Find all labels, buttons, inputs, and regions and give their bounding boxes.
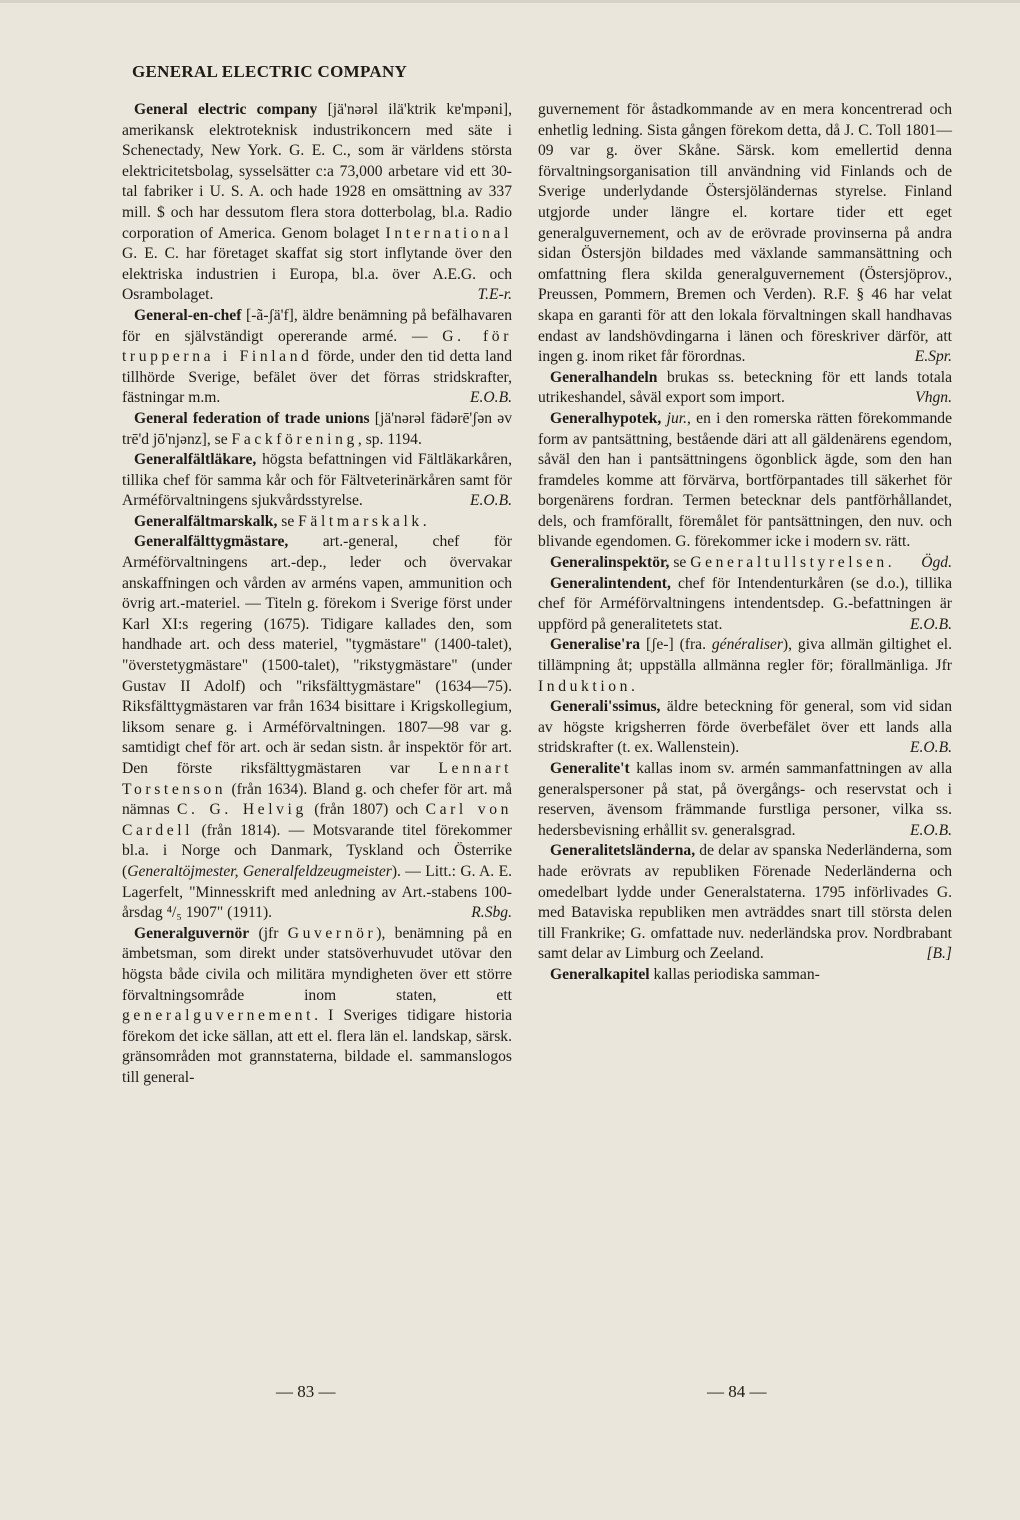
entry-text: guvernement för åstadkommande av en mera koncentrerad och enhetlig ledning. Sista gången förekom detta, då J. C. Toll 1801—09 var g. över Skåne. Särsk. kom emellertid denna förvaltningsorganisation till användning vid Finlands och de Sverige underlydande Östersjöländernas styrelse. Finland utgjorde under längre el. kortare tider ett eget generalguvernement, och av de erövrade provinserna på andra sidan Östersjön bildades med växlande sammansättning och omfattning flera skilda generalguvernement (Östersjöprov., Preussen, Pommern, Bremen och Verden). R.F. § 46 har velat skapa en garanti för att den lokala förvaltningen skall handhavas endast av landshövdingarna i länen och föreskriver därför, att ingen g. inom riket får förordnas.: [538, 101, 952, 366]
spaced-reference: Lennart Torstenson: [122, 760, 512, 798]
entry-headword: Generali'ssimus,: [550, 698, 661, 716]
dictionary-entry: [538, 697, 952, 759]
author-signature: R.Sbg.: [471, 904, 512, 922]
entry-headword: Generalfältläkare,: [134, 451, 257, 469]
page-top-edge: [0, 0, 1020, 3]
italic-text: Generaltöjmester, Generalfeldzeugmeister: [127, 862, 392, 880]
author-signature: E.O.B.: [909, 615, 952, 633]
dictionary-entry: [122, 409, 512, 450]
entry-text: .: [422, 512, 427, 530]
entry-headword: Generalite't: [550, 760, 630, 777]
entry-headword: General federation of trade unions: [134, 409, 370, 427]
entry-text: ), giva allmän giltighet el. tillämpning åt; uppställa allmänna regler för; förallmänliga. Jfr: [538, 636, 952, 675]
entry-text: de delar av spanska Nederländerna, som hade erövrats av republiken Förenade Nederländerna och omedelbart lydde under Generalstaterna. 1795 införlivades G. med Bataviska republiken men avträddes snart till största delen till Frankrike; G. omfattade nuv. nederländska prov. Nordbrabant samt delar av Limburg och Zeeland.: [538, 842, 952, 963]
entry-text: ), benämning på en ämbetsman, som direkt under statsöverhuvudet utövar den högsta både civila och militära myndigheten över ett större förvaltningsområde inom staten, ett: [122, 924, 512, 1004]
dictionary-entry: [122, 306, 512, 409]
entry-headword: Generalhypotek,: [550, 409, 662, 427]
entry-text: (från 1807) och: [306, 801, 426, 819]
spaced-reference: C. G. Helvig: [177, 801, 307, 819]
entry-text: [jä'nərəl ilä'ktrik kɐ'mpəni], amerikansk elektroteknisk industrikoncern med säte i Schenectady, New York. G. E. C., som är världens största elektricitetsbolag, sysselsätter c:a 73,000 arbetare vid ett 30-tal fabriker i U. S. A. och hade 1928 en omsättning av 337 mill. $ och har dessutom flera stora dotterbolag, bl.a. Radio corporation of America. Genom bolaget: [122, 101, 512, 242]
spaced-reference: Induktion: [538, 677, 632, 695]
entry-headword: Generalkapitel: [550, 965, 650, 983]
author-signature: Vhgn.: [915, 389, 952, 407]
entry-headword: Generalinspektör,: [550, 554, 670, 572]
dictionary-entry: [538, 553, 952, 574]
entry-text: . I Sveriges tidigare historia förekom det icke sällan, att ett el. flera län el. landskap, särsk. gränsområden mot grannstaterna, bildade el. sammanslogos till general-: [122, 1007, 512, 1086]
entry-text: .: [631, 677, 635, 695]
entry-text: .: [887, 554, 892, 572]
entry-text: se: [669, 554, 691, 572]
entry-headword: Generalhandeln: [550, 368, 658, 386]
author-signature: E.O.B.: [909, 739, 952, 757]
author-signature: [B.]: [926, 945, 952, 963]
dictionary-entry: [538, 574, 952, 636]
dictionary-entry: [122, 512, 512, 533]
dictionary-entry: [538, 635, 952, 697]
spaced-reference: Carl von Cardell: [122, 801, 512, 839]
spaced-reference: Fackförening: [231, 430, 358, 448]
left-column: [122, 100, 512, 1089]
entry-text: [-ã-ʃä'f], äldre benämning på befälhavaren för en självständigt opererande armé. —: [122, 306, 512, 345]
page-number-left: — 83 —: [276, 1382, 336, 1401]
entry-text: (från 1634). Bland g. och chefer för art. må nämnas: [122, 780, 512, 819]
entry-text: brukas ss. beteckning för ett lands totala utrikeshandel, såväl export som import.: [538, 368, 952, 407]
dictionary-entry: [538, 759, 952, 841]
dictionary-entry: [538, 841, 952, 965]
entry-headword: Generalfältmarskalk,: [134, 512, 278, 530]
entry-text: , sp. 1194.: [357, 430, 422, 448]
entry-text: (från 1814). — Motsvarande titel förekommer bl.a. i Norge och Danmark, Tyskland och Österrike (: [122, 821, 512, 880]
entry-headword: Generalfälttygmästare,: [134, 533, 289, 551]
italic-text: généraliser: [711, 636, 783, 654]
entry-text: högsta befattningen vid Fältläkarkåren, tillika chef för samma kår och för Fältveterinärkåren samt för Arméförvaltningens sjukvårdsstyrelse.: [122, 451, 512, 510]
author-signature: E.O.B.: [469, 389, 512, 407]
entry-headword: General-en-chef: [134, 306, 242, 324]
spaced-reference: Generaltullstyrelsen: [690, 554, 888, 572]
page-number-right: — 84 —: [707, 1382, 767, 1401]
dictionary-entry: [538, 368, 952, 409]
dictionary-entry: [122, 924, 512, 1089]
entry-text: kallas inom sv. armén sammanfattningen av alla generalspersoner på stat, på övergångs- och reservstat och i reserven, ävensom främmande furstliga personer, vilka ss. hedersbevisning erhållit sv. generalsgrad.: [538, 760, 952, 839]
entry-headword: Generalguvernör: [134, 924, 250, 942]
author-signature: T.E-r.: [477, 286, 512, 304]
entry-text: se: [277, 512, 299, 530]
entry-text: [ʃe-] (fra.: [640, 636, 712, 654]
entry-headword: General electric company: [134, 101, 318, 118]
entry-text: art.-general, chef för Arméförvaltningens art.-dep., leder och övervakar anskaffningen och vården av arméns vapen, ammunition och övrig art.-materiel. — Titeln g. förekom i Sverige först under Karl XI:s regering (1675). Tidigare kallades den, som handhade art. och dess materiel, "tygmästare" (1400-talet), "överstetygmästare" (1500-talet), "rikstygmästare" (under Gustav II Adolf) och "riksfälttygmästare" (1634—75). Riksfälttygmästaren var från 1634 bisittare i Krigskollegium, liksom senare g. i Arméförvaltningen. 1807—98 var g. samtidigt chef för art. och är sedan sistn. år inspektör för art. Den förste riksfälttygmästaren var: [122, 533, 512, 777]
author-signature: E.O.B.: [909, 821, 952, 839]
spaced-reference: generalguvernement: [122, 1007, 315, 1025]
entry-headword: Generalintendent,: [550, 574, 671, 592]
entry-text: äldre beteckning för general, som vid sidan av högste krigsherren förde överbefälet över ett lands alla stridskrafter (t. ex. Wallenstein).: [538, 698, 952, 757]
dictionary-entry: [122, 450, 512, 512]
dictionary-entry: [122, 532, 512, 923]
author-signature: Ögd.: [921, 554, 952, 572]
entry-headword: Generalise'ra: [550, 636, 641, 654]
entry-text: , en i den romerska rätten förekommande form av pantsättning, bestående däri att all gäldenärens egendom, såväl den han i pantsättningens ögonblick ägde, som den han framdeles komme att förvärva, bortförpantades till säkerhet för borgenärens fordran. Termen betecknar dels pantförhållandet, dels, och framförallt, föremålet för pantsättningen, den nuv. och blivande egendomen. G. förekommer icke i modern sv. rätt.: [538, 409, 952, 551]
entry-text: förde, under den tid detta land tillhörde Sverige, befälet över det förras stridskrafter, fästningar m.m.: [122, 348, 512, 407]
author-signature: E.Spr.: [914, 348, 952, 366]
dictionary-entry: [538, 965, 952, 986]
right-column: [538, 100, 952, 986]
spaced-reference: G. för trupperna i Finland: [122, 327, 512, 366]
entry-headword: Generalitetsländerna,: [550, 842, 696, 860]
spaced-reference: Fältmarskalk: [298, 512, 423, 530]
dictionary-entry: [538, 100, 952, 368]
entry-text: [jä'nərəl fädərē'ʃən əv trē'd jō'njənz], se: [122, 409, 512, 448]
entry-text: G. E. C. har företaget skaffat sig stort inflytande över den elektriska industrien i Europa, bl.a. över A.E.G. och Osrambolaget.: [122, 245, 512, 304]
dictionary-entry: [122, 100, 512, 306]
running-head: GENERAL ELECTRIC COMPANY: [132, 62, 408, 81]
italic-text: jur.: [666, 409, 687, 427]
spaced-reference: Guvernör: [287, 924, 377, 942]
spaced-reference: International: [385, 224, 512, 242]
entry-text: kallas periodiska samman-: [649, 965, 820, 983]
entry-text: chef för Intendenturkåren (se d.o.), tillika chef för Arméförvaltningens intendentsdep. G.-befattningen är uppförd på generalitetets stat.: [538, 574, 952, 633]
entry-text: ). — Litt.: G. A. E. Lagerfelt, "Minnesskrift med anledning av Art.-stabens 100-årsdag ⁴/₅ 1907" (1911).: [122, 862, 512, 922]
entry-text: (jfr: [249, 924, 288, 942]
author-signature: E.O.B.: [469, 492, 512, 510]
